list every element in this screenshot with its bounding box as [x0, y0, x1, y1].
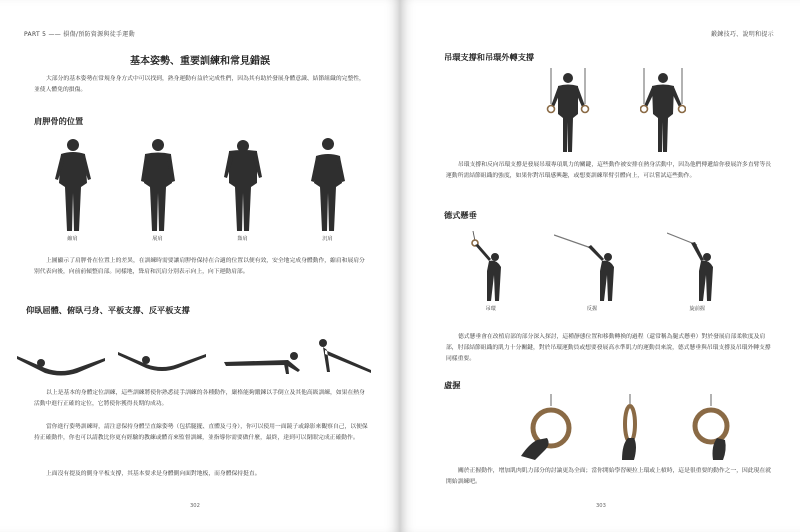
positions-paragraph-3: 上面沒有提及的側身平板支撐，其基本要求是身體側向面對地板，而身體保持挺直。 — [46, 471, 261, 477]
ring-support-paragraph: 吊環支撐和反向吊環支撐是發展吊環專項肌力的關鍵，這些動作被安排在熱身活動中，因為他們傳遞給你發展許多直臂等長運動所需結節組織的強度，如果你對吊環感興趣，或想要訓練單臂引體向上，可以嘗試這些動作。 — [446, 162, 772, 179]
caption-depression: 沉肩 — [322, 236, 333, 242]
caption-protraction: 展肩 — [152, 236, 163, 242]
back-figure-illustration — [223, 137, 263, 233]
section-heading-body-positions: 仰臥屈體、俯臥弓身、平板支撐、反平板支撐 — [26, 305, 190, 315]
back-figure-illustration — [308, 137, 348, 233]
running-header-right: 鍛鍊技巧、說明和提示 — [710, 31, 774, 38]
back-figure-illustration — [53, 137, 93, 233]
false-grip-ring-figure — [517, 394, 577, 462]
caption-hang-pronated: 旋前握 — [689, 306, 706, 312]
reverse-plank-figure — [313, 338, 375, 376]
scapula-figure-row — [30, 134, 370, 242]
scapula-paragraph: 上圖顯示了肩胛骨在位置上的差異，在訓練時需要讓肩胛骨保持在合適的位置以便有效，安全地完成身體動作，縮肩和展肩分別代表向後，向前前傾整肩部。同樣地，聳肩和沉肩分別表示向上，向下運動肩部。 — [34, 258, 365, 275]
arch-body-figure — [116, 348, 208, 376]
back-figure-illustration — [138, 137, 178, 233]
ring-support-figure — [545, 68, 591, 154]
page-number-left: 302 — [190, 503, 200, 509]
figure-depression — [308, 137, 348, 242]
section-heading-ring-support: 吊環支撐和吊環外轉支撐 — [444, 52, 535, 62]
german-hang-underhand-figure — [554, 231, 630, 303]
section-heading-german-hang: 德式懸垂 — [444, 210, 477, 220]
body-position-figure-row — [10, 336, 380, 376]
false-grip-hand-figure — [683, 394, 733, 462]
false-grip-side-figure — [612, 394, 648, 462]
positions-paragraph-2: 當你進行姿勢訓練時，請注意保持身體呈直線姿勢（包括腿擺、直體及弓身），你可以使用一面鏡子或錄影來觀察自己，以便保持正確動作，你也可以請教比你更有經驗的教練或體育來監督訓練，並指導你需要做什麼，最終，達到可以閉眼完成正確動作。 — [34, 424, 368, 441]
right-page — [400, 0, 800, 532]
section-heading-false-grip: 虛握 — [444, 380, 461, 390]
page-number-right: 303 — [596, 503, 606, 509]
false-grip-paragraph: 關於正握動作，增加肌肉肌力部分的討論更為全面；當你開始學習硬拉上環或上槓時，這是很重要的動作之一，因此現在就開始訓練吧。 — [446, 468, 772, 485]
intro-paragraph: 大部分的基本姿勢在常規身身方式中可以找到，熟身運動有益於完成性們，因為其有助於發展身體意識、結節組織的完整性，並使人體免的損傷。 — [34, 76, 365, 93]
false-grip-figure-row — [500, 392, 750, 462]
caption-hang-underhand: 反握 — [586, 306, 598, 312]
caption-hang-rings: 吊環 — [485, 306, 496, 312]
figure-retraction — [53, 137, 93, 242]
figure-hang-pronated — [667, 231, 727, 312]
german-hang-rings-figure — [465, 231, 517, 303]
figure-hang-underhand — [554, 231, 630, 312]
section-heading-scapula: 肩胛骨的位置 — [34, 116, 84, 126]
figure-elevation — [223, 137, 263, 242]
ring-turnout-support-figure — [640, 68, 686, 154]
german-hang-pronated-figure — [667, 231, 727, 303]
caption-retraction: 縮肩 — [67, 236, 78, 242]
caption-elevation: 聳肩 — [237, 236, 248, 242]
figure-hang-rings — [465, 231, 517, 312]
german-hang-figure-row — [446, 228, 746, 312]
plank-figure — [218, 346, 304, 376]
german-hang-paragraph: 德式懸垂會在改植肩部的部分深入探討，這種靜態位置和移動轉換的過程（還常稱為腿式懸垂）對於發展肩部柔軟度及肩部，肘部結節組織的肌力十分關鍵，對於吊環運動員或想要發展高水準肌力的運動員來說，德式懸垂與吊環支撐及吊環外轉支撐同樣重要。 — [446, 334, 771, 362]
figure-protraction — [138, 137, 178, 242]
positions-paragraph-1: 以上是基本的身體定位訓練，這些訓練將使你熟悉徒手訓練的各種動作，嚴格能夠鍛鍊以手倒立及其他高級訓練，如果在熱身活動中進行正確的定位，它將使你獲得長期的成功。 — [34, 390, 365, 407]
hollow-body-figure — [15, 348, 107, 376]
ring-support-figure-row — [520, 66, 710, 154]
running-header-left: PART 5 —— 損傷/預防資源與徒手運動 — [24, 31, 135, 38]
page-title: 基本姿勢、重要訓練和常見錯誤 — [130, 56, 270, 67]
